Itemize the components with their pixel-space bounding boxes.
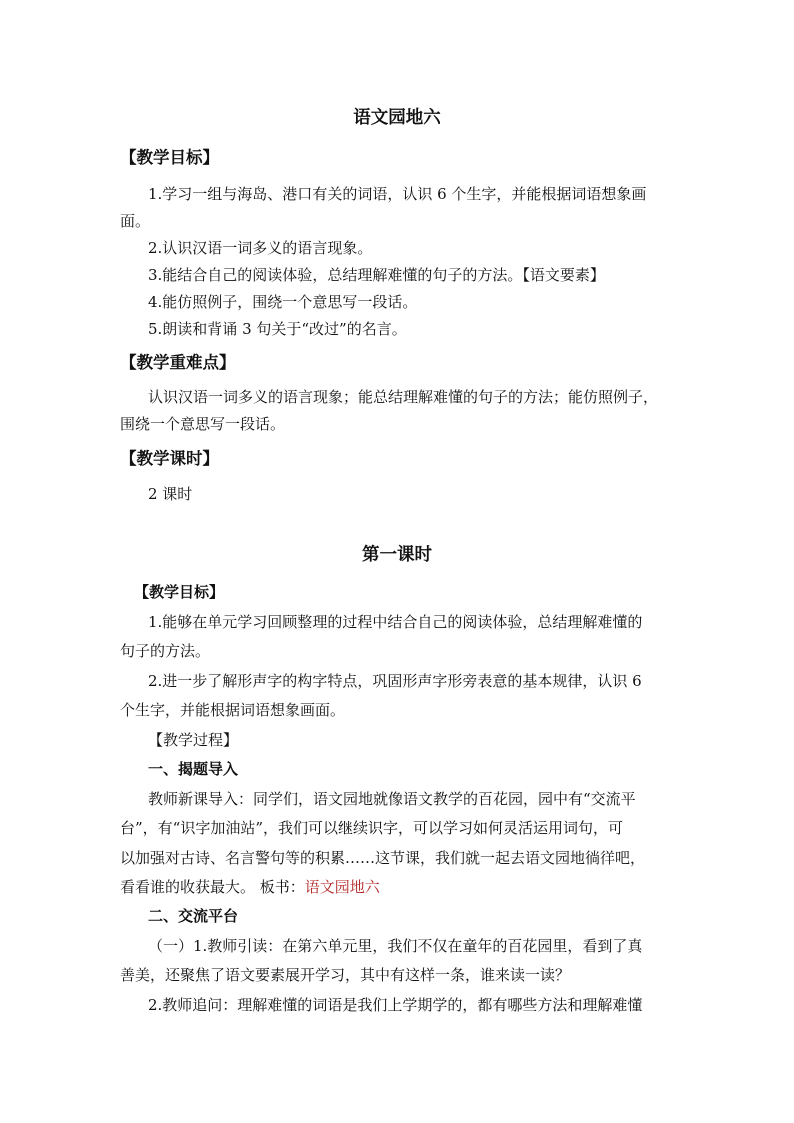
- class-hours-value: 2 课时: [148, 485, 193, 503]
- step-1-text: 教师新课导入：同学们，语文园地就像语文教学的百花园，园中有“交流平: [148, 790, 636, 808]
- goal-item-1-cont: 面。: [120, 212, 151, 230]
- teaching-goals-heading: 【教学目标】: [120, 148, 219, 167]
- goal-item-5: 5.朗读和背诵 3 句关于“改过”的名言。: [148, 320, 407, 338]
- key-points-text-cont: 围绕一个意思写一段话。: [120, 415, 286, 433]
- goal-item-1: 1.学习一组与海岛、港口有关的词语，认识 6 个生字，并能根据词语想象画: [148, 185, 647, 203]
- lesson-goals-heading: 【教学目标】: [134, 583, 225, 601]
- key-points-text: 认识汉语一词多义的语言现象；能总结理解难懂的句子的方法；能仿照例子，: [148, 388, 659, 406]
- step-1-heading: 一、揭题导入: [148, 760, 239, 778]
- step-1-text-lead: 看看谁的收获最大。 板书：: [120, 878, 305, 896]
- step-2-text-cont: 善美，还聚焦了语文要素展开学习，其中有这样一条，谁来读一读？: [120, 966, 571, 984]
- lesson-goal-2: 2.进一步了解形声字的构字特点，巩固形声字形旁表意的基本规律，认识 6: [148, 672, 642, 690]
- step-1-text-cont-3: [120, 877, 380, 897]
- key-points-heading: 【教学重难点】: [120, 353, 236, 372]
- document-title: 语文园地六: [353, 108, 441, 128]
- step-2-text: （一）1.教师引读：在第六单元里，我们不仅在童年的百花园里，看到了真: [148, 937, 643, 955]
- lesson-goal-2-cont: 个生字，并能根据词语想象画面。: [120, 701, 346, 719]
- teaching-process-heading: 【教学过程】: [148, 731, 239, 749]
- blackboard-title: 语文园地六: [304, 878, 380, 896]
- step-1-text-cont-2: 以加强对古诗、名言警句等的积累……这节课，我们就一起去语文园地徜徉吧，: [120, 849, 646, 867]
- class-hours-heading: 【教学课时】: [120, 449, 219, 468]
- lesson-1-title: 第一课时: [362, 545, 432, 565]
- goal-item-3: 3.能结合自己的阅读体验，总结理解难懂的句子的方法。【语文要素】: [148, 266, 605, 284]
- goal-item-2: 2.认识汉语一词多义的语言现象。: [148, 239, 373, 257]
- lesson-goal-1-cont: 句子的方法。: [120, 642, 211, 660]
- step-2-heading: 二、交流平台: [148, 907, 239, 925]
- goal-item-4: 4.能仿照例子，围绕一个意思写一段话。: [148, 293, 418, 311]
- lesson-goal-1: 1.能够在单元学习回顾整理的过程中结合自己的阅读体验，总结理解难懂的: [148, 613, 643, 631]
- step-2-text-2: 2.教师追问：理解难懂的词语是我们上学期学的，都有哪些方法和理解难懂: [148, 996, 643, 1014]
- step-1-text-cont-1: 台”，有“识字加油站”，我们可以继续识字，可以学习如何灵活运用词句，可: [120, 819, 624, 837]
